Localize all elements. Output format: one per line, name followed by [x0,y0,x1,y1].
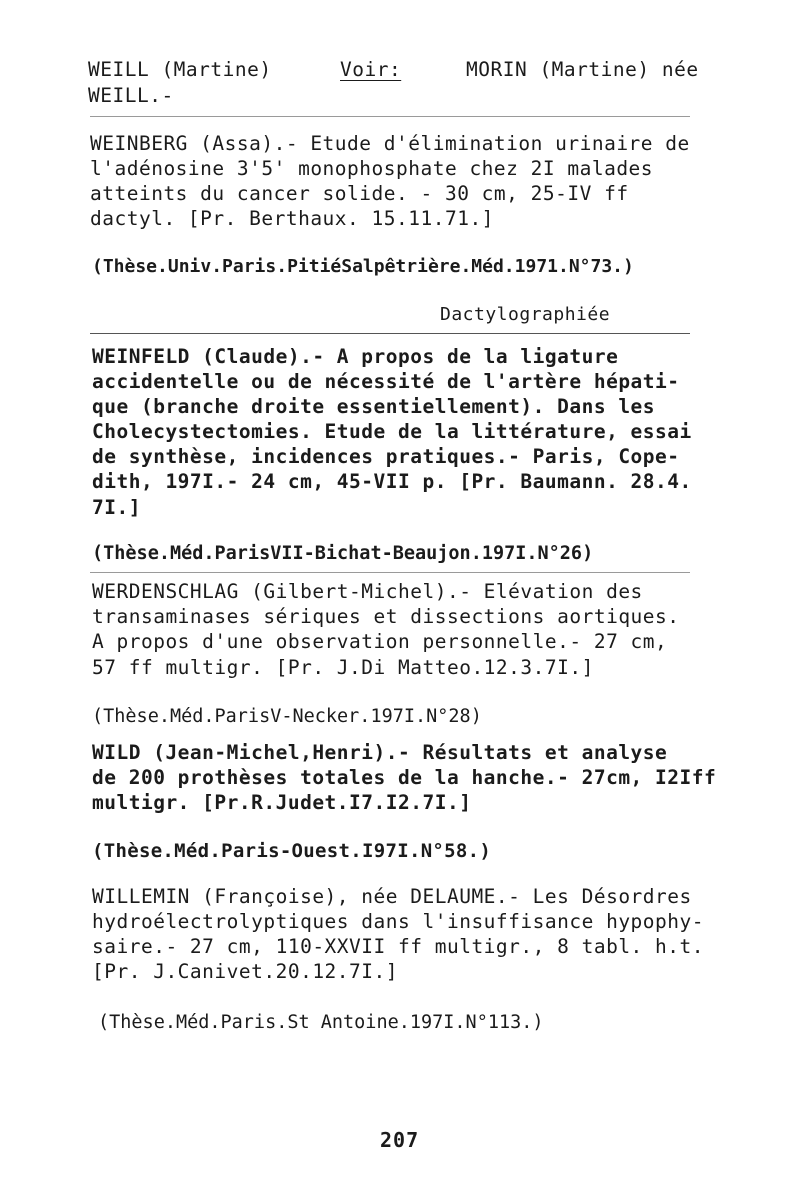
header-target: MORIN (Martine) née [466,58,699,81]
entry-line: WILLEMIN (Françoise), née DELAUME.- Les Désordres [92,885,692,908]
entry-line: de 200 prothèses totales de la hanche.- 27cm, I2Iff [92,766,717,789]
entry-line: WEINFELD (Claude).- A propos de la ligature [92,345,619,368]
entry-line: multigr. [Pr.R.Judet.I7.I2.7I.] [92,791,472,814]
header-see-label: Voir: [340,58,402,81]
divider [90,116,690,117]
header-name: WEILL (Martine) [88,58,272,81]
entry-line: dith, 197I.- 24 cm, 45-VII p. [Pr. Baumann. 28.4. [92,470,692,493]
entry-line: de synthèse, incidences pratiques.- Paris, Cope- [92,445,680,468]
header-continuation: WEILL.- [88,84,174,107]
entry-line: A propos d'une observation personnelle.- 27 cm, [92,630,668,653]
entry-line: accidentelle ou de nécessité de l'artère hépati- [92,370,680,393]
entry-line: [Pr. J.Canivet.20.12.7I.] [92,960,398,983]
entry-thesis: (Thèse.Méd.Paris.St Antoine.197I.N°113.) [98,1012,544,1033]
entry-line: 57 ff multigr. [Pr. J.Di Matteo.12.3.7I.] [92,656,594,679]
entry-line: l'adénosine 3'5' monophosphate chez 2I malades [90,157,654,180]
entry-thesis: (Thèse.Méd.Paris-Ouest.I97I.N°58.) [92,840,492,862]
divider [90,572,690,573]
divider [90,333,690,334]
entry-line: Cholecystectomies. Etude de la littérature, essai [92,420,692,443]
entry-line: saire.- 27 cm, 110-XXVII ff multigr., 8 tabl. h.t. [92,935,704,958]
entry-line: que (branche droite essentiellement). Dans les [92,395,656,418]
entry-line: 7I.] [92,496,141,519]
entry-thesis: (Thèse.Méd.ParisV-Necker.197I.N°28) [92,706,482,727]
entry-thesis: (Thèse.Méd.ParisVII-Bichat-Beaujon.197I.N°26) [92,543,594,564]
entry-thesis: (Thèse.Univ.Paris.PitiéSalpêtrière.Méd.1971.N°73.) [92,256,634,277]
page-number: 207 [380,1128,420,1152]
entry-line: atteints du cancer solide. - 30 cm, 25-IV ff [90,182,629,205]
entry-line: WEINBERG (Assa).- Etude d'élimination urinaire de [90,132,690,155]
entry-line: WERDENSCHLAG (Gilbert-Michel).- Elévation des [92,580,643,603]
entry-line: transaminases sériques et dissections aortiques. [92,605,680,628]
entry-line: WILD (Jean-Michel,Henri).- Résultats et analyse [92,741,668,764]
entry-line: hydroélectrolyptiques dans l'insuffisance hypophy- [92,910,704,933]
entry-line: dactyl. [Pr. Berthaux. 15.11.71.] [90,207,494,230]
entry-note: Dactylographiée [440,304,611,325]
